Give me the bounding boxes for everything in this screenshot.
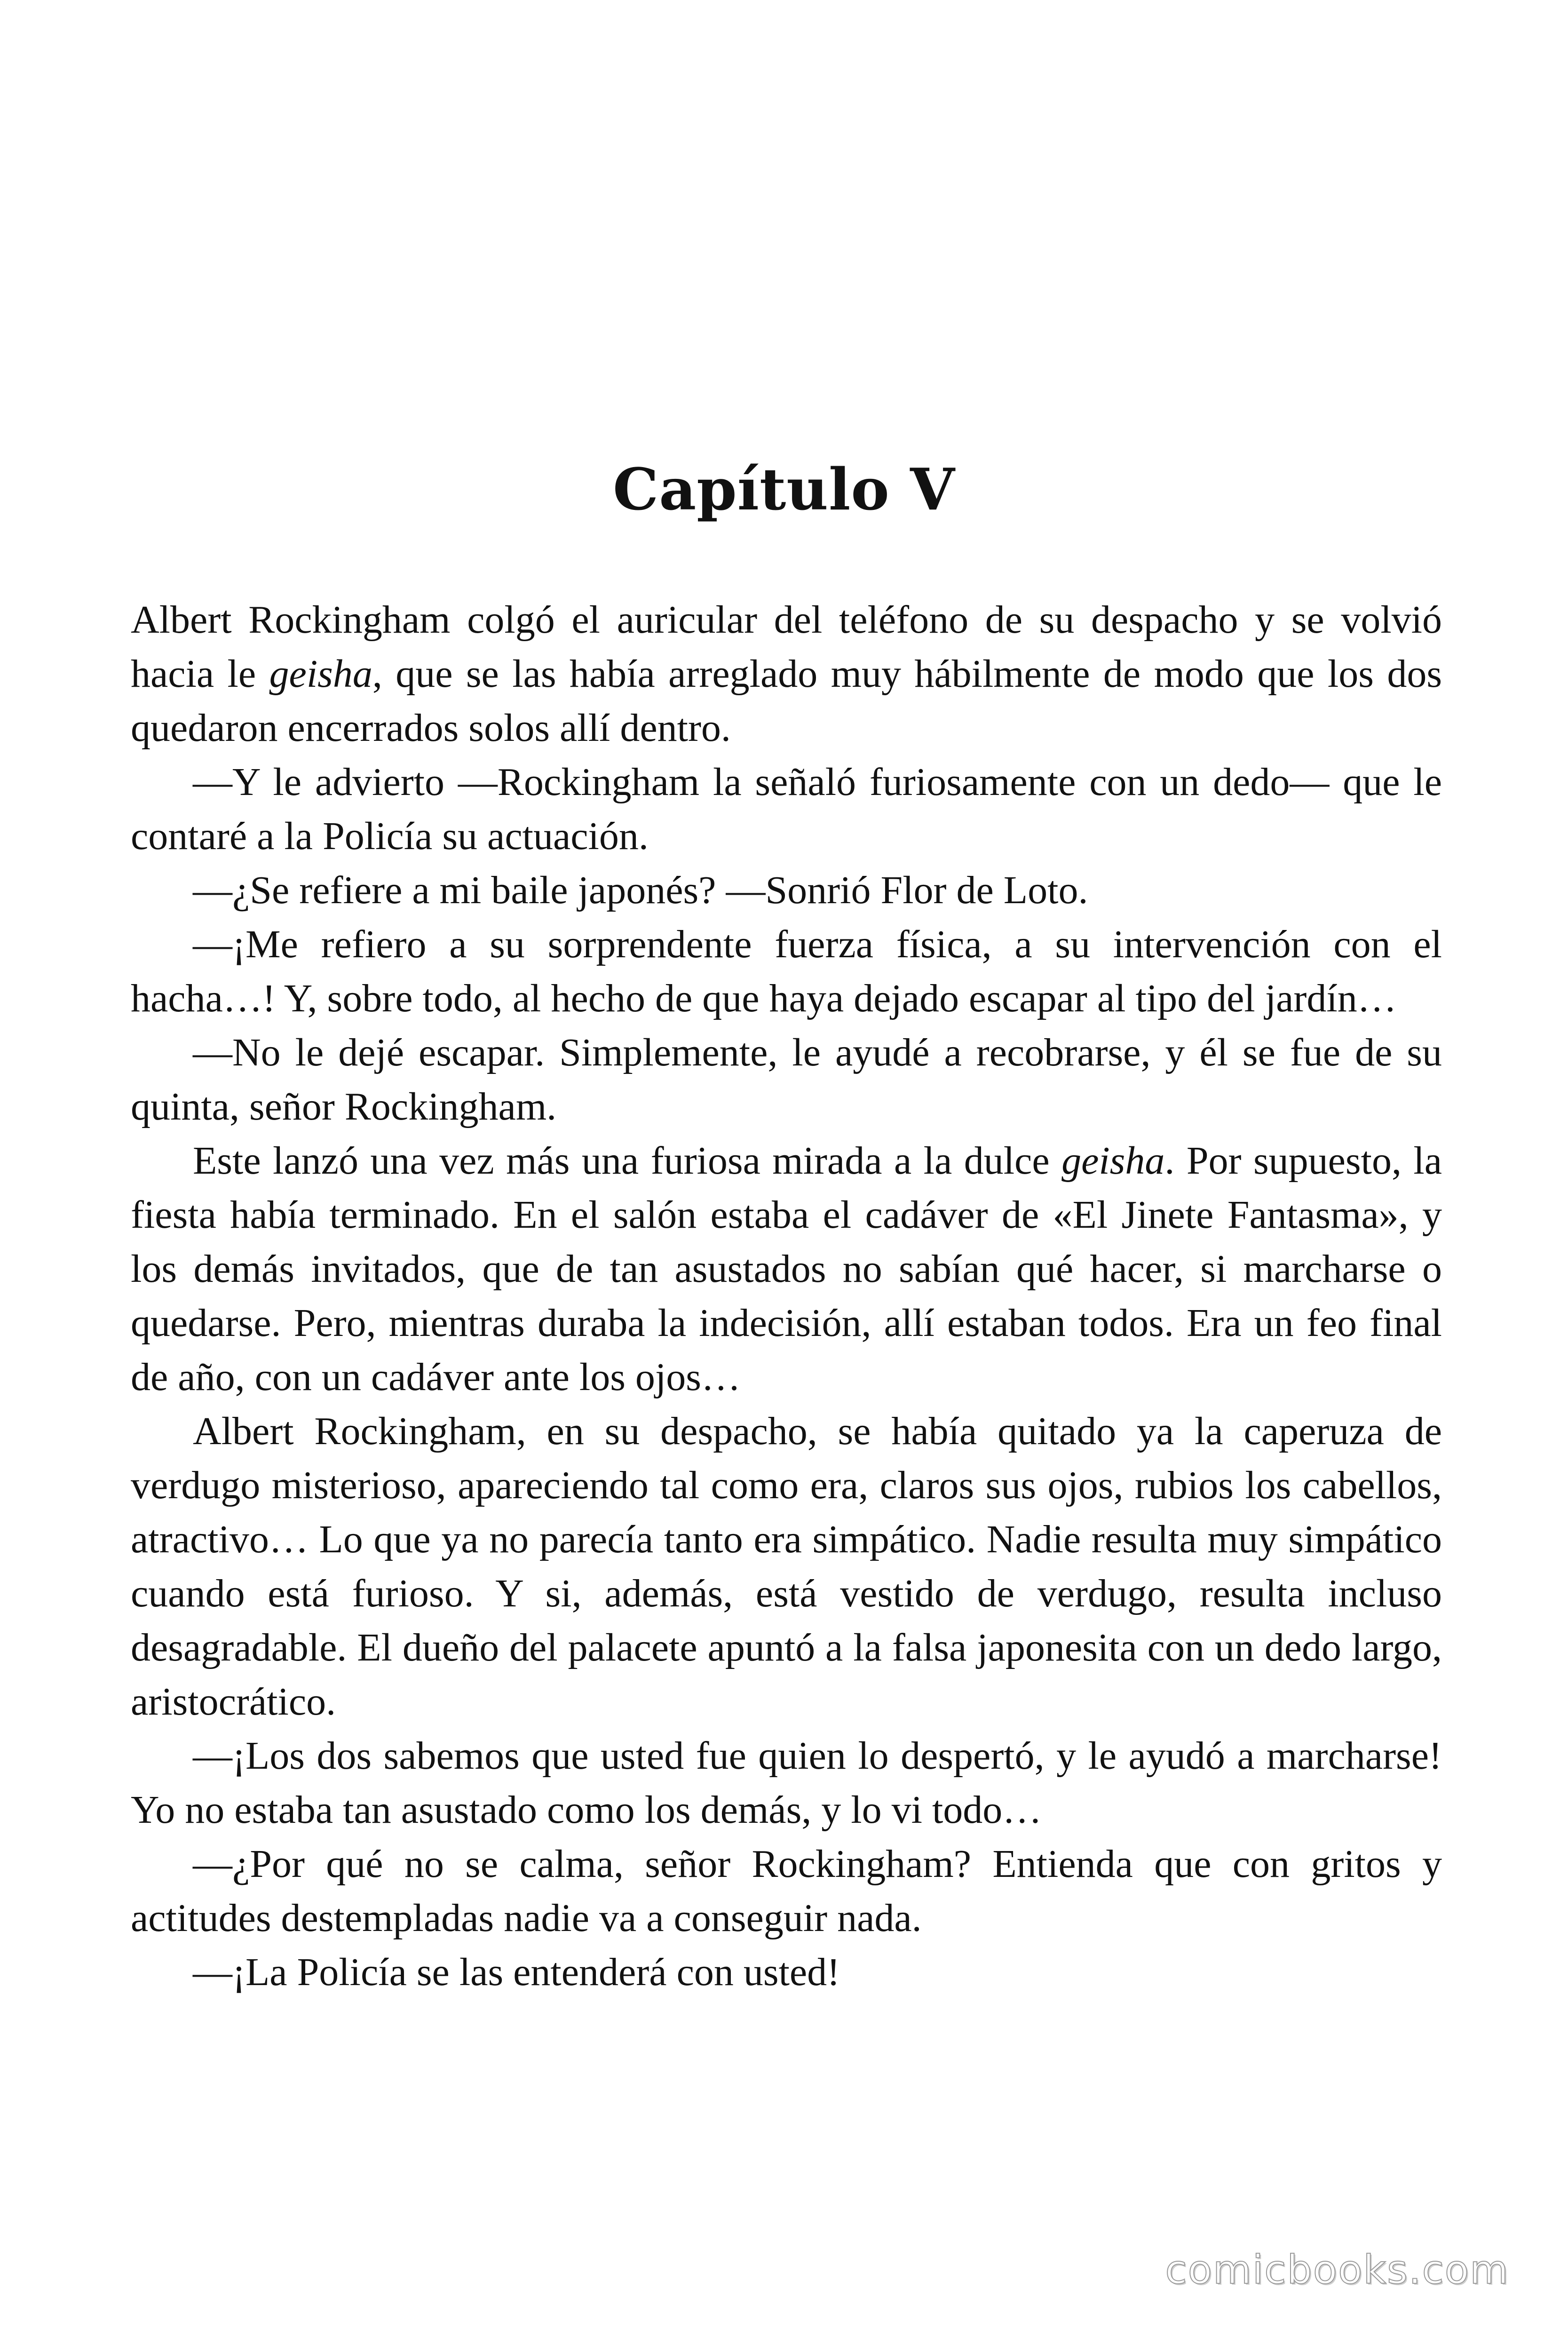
italic-term: geisha	[1061, 1139, 1165, 1183]
chapter-body	[131, 593, 1442, 1999]
paragraph-6: Este lanzó una vez más una furiosa mirada a la dulce geisha. Por supuesto, la fiesta había terminado. En el salón estaba el cadáver de «El Jinete Fantasma», y los demás invitados, que de tan asustados no sabían qué hacer, si marcharse o quedarse. Pero, mientras duraba la indecisión, allí estaban todos. Era un feo final de año, con un cadáver ante los ojos…	[131, 1139, 1442, 1399]
paragraph-3: —¿Se refiere a mi baile japonés? —Sonrió Flor de Loto.	[193, 868, 1088, 912]
paragraph-2: —Y le advierto —Rockingham la señaló furiosamente con un dedo— que le contaré a la Policía su actuación.	[131, 760, 1442, 858]
paragraph-4: —¡Me refiero a su sorprendente fuerza física, a su intervención con el hacha…! Y, sobre todo, al hecho de que haya dejado escapar al tipo del jardín…	[131, 922, 1442, 1020]
paragraph-7: Albert Rockingham, en su despacho, se había quitado ya la caperuza de verdugo misterioso, apareciendo tal como era, claros sus ojos, rubios los cabellos, atractivo… Lo que ya no parecía tanto era simpático. Nadie resulta muy simpático cuando está furioso. Y si, además, está vestido de verdugo, resulta incluso desagradable. El dueño del palacete apuntó a la falsa japonesita con un dedo largo, aristocrático.	[131, 1409, 1442, 1724]
paragraph-9: —¿Por qué no se calma, señor Rockingham? Entienda que con gritos y actitudes destempladas nadie va a conseguir nada.	[131, 1842, 1442, 1940]
paragraph-10: —¡La Policía se las entenderá con usted!	[193, 1950, 840, 1994]
paragraph-1: Albert Rockingham colgó el auricular del teléfono de su despacho y se volvió hacia le geisha, que se las había arreglado muy hábilmente de modo que los dos quedaron encerrados solos allí dentro.	[131, 598, 1442, 750]
watermark: comicbooks.com	[1165, 2247, 1509, 2293]
paragraph-8: —¡Los dos sabemos que usted fue quien lo despertó, y le ayudó a marcharse! Yo no estaba tan asustado como los demás, y lo vi todo…	[131, 1734, 1442, 1832]
paragraph-5: —No le dejé escapar. Simplemente, le ayudé a recobrarse, y él se fue de su quinta, señor Rockingham.	[131, 1031, 1442, 1128]
italic-term: geisha	[269, 652, 372, 696]
chapter-title: Capítulo V	[613, 455, 955, 523]
